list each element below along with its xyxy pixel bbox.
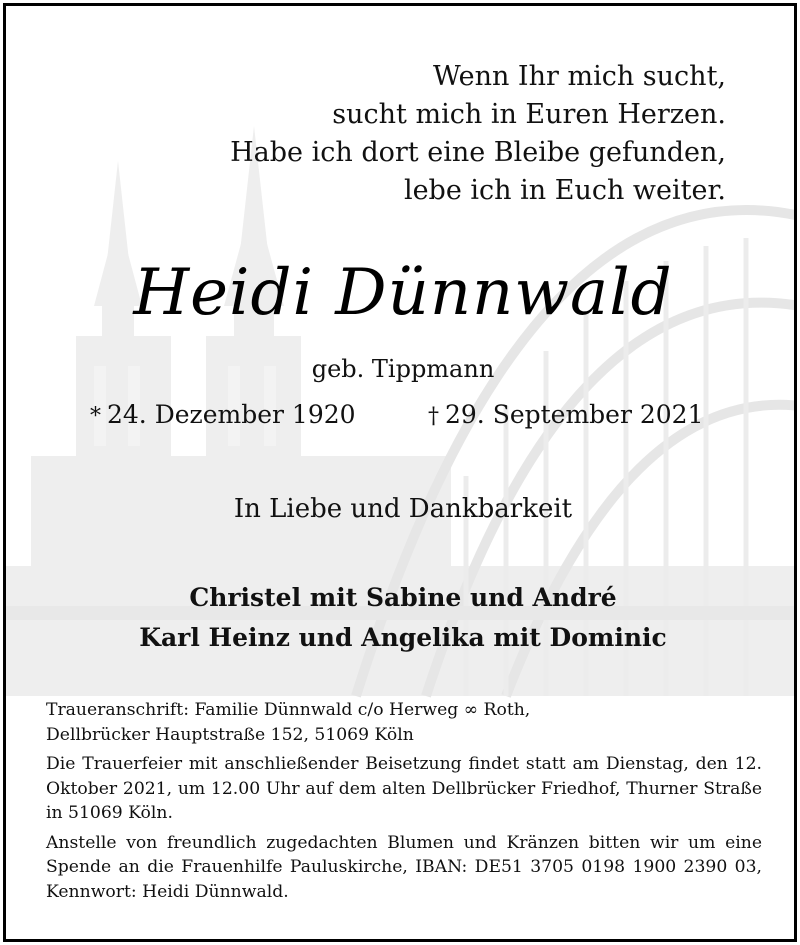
poem-line: sucht mich in Euren Herzen. — [332, 99, 726, 130]
deceased-name: Heidi Dünnwald — [133, 256, 673, 330]
ceremony-text: Die Trauerfeier mit anschließender Beisetzung findet statt am Dienstag, den 12. Oktober 2021, um 12.00 Uhr auf dem alten Dellbrücker Friedhof, Thurner Straße in 51069 Köln. — [46, 754, 762, 823]
born-name: geb. Tippmann — [311, 355, 495, 383]
mourner-line: Christel mit Sabine und André — [189, 583, 617, 612]
obituary-card — [3, 3, 797, 942]
death-date: 29. September 2021 — [445, 400, 704, 429]
death-date-group — [428, 400, 704, 429]
birth-date-group — [90, 400, 356, 429]
mourner-line: Karl Heinz und Angelika mit Dominic — [139, 623, 667, 652]
death-cross-icon: † — [428, 404, 439, 429]
poem-line: lebe ich in Euch weiter. — [403, 175, 726, 206]
dedication: In Liebe und Dankbarkeit — [233, 494, 573, 524]
mourners-list — [6, 578, 797, 658]
address-line: Traueranschrift: Familie Dünnwald c/o Herweg ∞ Roth, — [46, 700, 531, 720]
poem — [230, 58, 726, 210]
poem-line: Habe ich dort eine Bleibe gefunden, — [230, 137, 726, 168]
funeral-info — [46, 698, 762, 909]
birth-date: 24. Dezember 1920 — [107, 400, 356, 429]
poem-line: Wenn Ihr mich sucht, — [433, 61, 726, 92]
mourning-address — [46, 698, 762, 747]
birth-star-icon: * — [90, 404, 101, 429]
address-line: Dellbrücker Hauptstraße 152, 51069 Köln — [46, 724, 414, 745]
donation-text: Anstelle von freundlich zugedachten Blumen und Kränzen bitten wir um eine Spende an die Frauenhilfe Pauluskirche, IBAN: DE51 3705 0198 1900 2390 03, Kennwort: Heidi Dünnwald. — [46, 832, 762, 902]
